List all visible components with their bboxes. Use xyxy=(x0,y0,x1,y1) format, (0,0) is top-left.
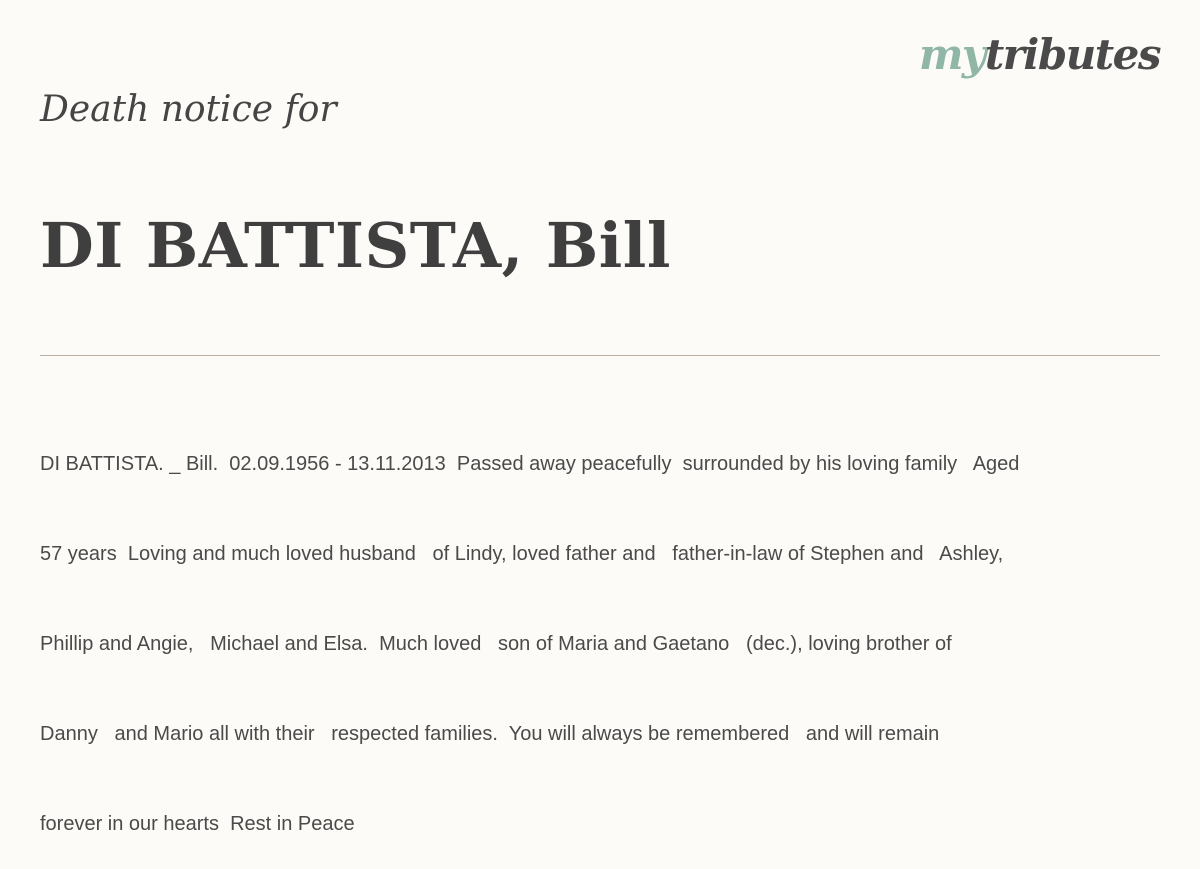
deceased-name-heading: DI BATTISTA, Bill xyxy=(40,209,671,282)
notice-body-line: Danny and Mario all with their respected families. You will always be remembered and will remain xyxy=(40,723,940,745)
divider xyxy=(40,355,1160,356)
notice-body-line: Phillip and Angie, Michael and Elsa. Much loved son of Maria and Gaetano (dec.), loving brother of xyxy=(40,633,952,655)
notice-body-line: DI BATTISTA. _ Bill. 02.09.1956 - 13.11.2013 Passed away peacefully surrounded by his loving family Aged xyxy=(40,453,1020,475)
notice-body-line: forever in our hearts Rest in Peace xyxy=(40,813,355,835)
notice-body-line: 57 years Loving and much loved husband of Lindy, loved father and father-in-law of Stephen and Ashley, xyxy=(40,543,1004,565)
logo-part-tributes: tributes xyxy=(984,30,1160,79)
logo-part-my: my xyxy=(918,30,985,79)
death-notice-label: Death notice for xyxy=(40,89,337,130)
mytributes-logo[interactable] xyxy=(918,30,1160,79)
notice-body-text xyxy=(40,389,1150,869)
